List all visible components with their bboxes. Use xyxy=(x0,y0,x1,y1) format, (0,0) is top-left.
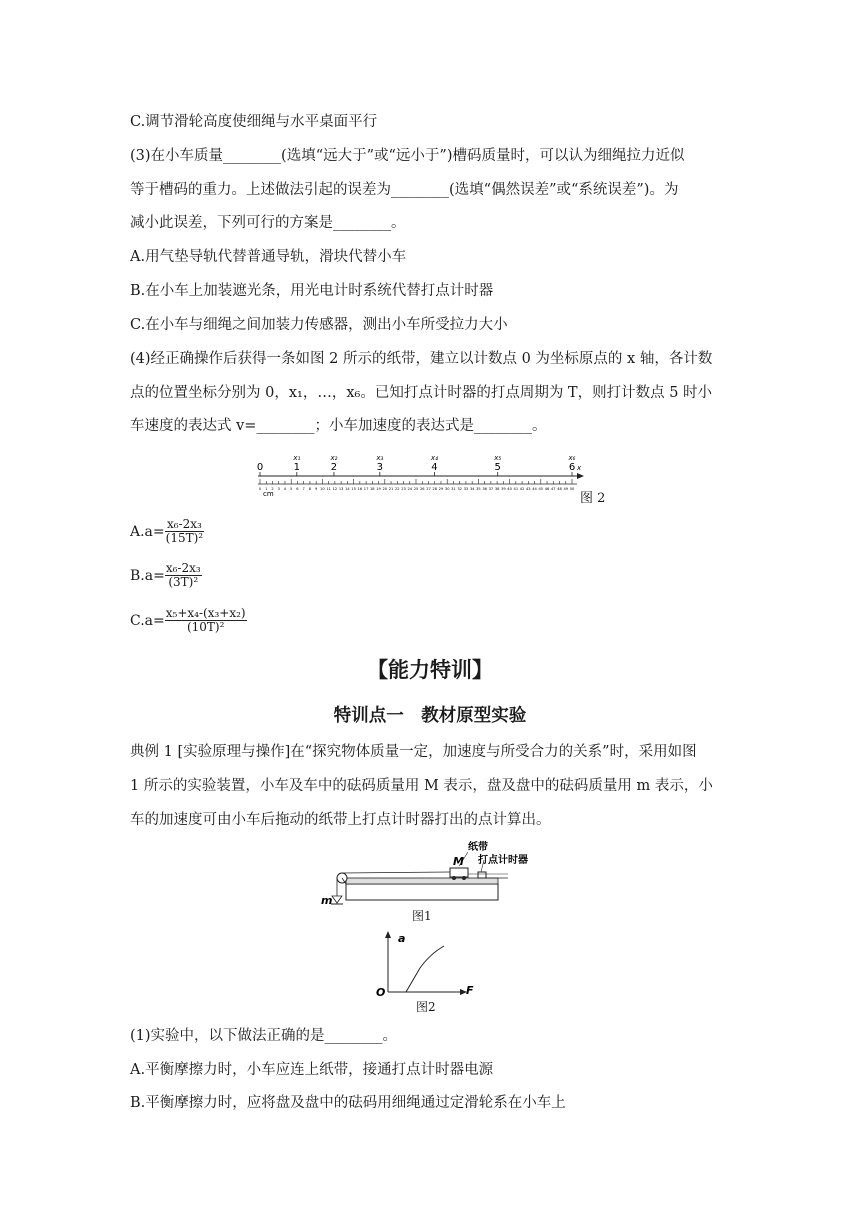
tape-ruler-number: 19 xyxy=(376,487,381,491)
question-3-line1: (3)在小车质量________(选填“远大于”或“远小于”)槽码质量时，可以认为细绳拉力近似 xyxy=(130,148,685,164)
formula-c-denominator: (10T)² xyxy=(186,620,225,634)
formula-b-numerator: x₆-2x₃ xyxy=(165,561,201,575)
question-3-line2: 等于槽码的重力。上述做法引起的误差为________(选填“偶然误差”或“系统误差”)。为 xyxy=(130,182,679,198)
question-4-line3: 车速度的表达式 v=________；小车加速度的表达式是________。 xyxy=(130,418,547,434)
example-line2: 1 所示的实验装置，小车及车中的砝码质量用 M 表示，盘及盘中的砝码质量用 m 表示，小 xyxy=(130,778,713,794)
axis-a-label: a xyxy=(398,932,406,945)
formula-option-a xyxy=(130,518,204,545)
tape-ruler-number: 24 xyxy=(407,487,413,491)
tape-axis-label: x xyxy=(577,464,582,472)
tape-ruler-number: 9 xyxy=(315,487,318,491)
option-a-text: A.用气垫导轨代替普通导轨，滑块代替小车 xyxy=(130,249,407,265)
subsection-heading: 特训点一 教材原型实验 xyxy=(333,706,527,726)
tape-ruler-number: 38 xyxy=(494,487,500,491)
formula-c-prefix: C.a= xyxy=(130,612,165,629)
tape-ruler-number: 39 xyxy=(501,487,506,491)
tape-ruler-number: 40 xyxy=(507,487,512,491)
tape-ruler-number: 8 xyxy=(308,487,312,491)
tape-ruler-number: 2 xyxy=(271,487,274,491)
option-c-sensor-text: C.在小车与细绳之间加装力传感器，测出小车所受拉力大小 xyxy=(130,317,508,333)
label-paper-tape: 纸带 xyxy=(468,842,488,853)
count-point-label: 5 xyxy=(494,462,501,473)
tape-ruler-number: 11 xyxy=(326,487,331,491)
tape-ruler-number: 43 xyxy=(526,487,531,491)
count-point-label: 4 xyxy=(431,462,438,473)
question-1-option-a: A.平衡摩擦力时，小车应连上纸带，接通打点计时器电源 xyxy=(130,1062,494,1078)
tape-ruler-number: 3 xyxy=(277,487,280,491)
tape-ruler-number: 42 xyxy=(519,487,525,491)
tape-ruler-number: 20 xyxy=(382,487,388,491)
count-point-label: 0 xyxy=(256,462,264,473)
position-label: x₃ xyxy=(376,454,384,462)
question-4-line2: 点的位置坐标分别为 0，x₁，…，x₆。已知打点计时器的打点周期为 T，则打计数点 5 时小 xyxy=(130,385,713,401)
tape-ruler-number: 45 xyxy=(538,487,544,491)
tape-ruler-number: 10 xyxy=(320,487,325,491)
question-1-text: (1)实验中，以下做法正确的是________。 xyxy=(130,1028,398,1044)
tape-caption: 图 2 xyxy=(580,491,606,506)
label-M: M xyxy=(453,855,464,868)
tape-ruler-number: 18 xyxy=(370,487,375,491)
position-label: x₄ xyxy=(430,454,438,462)
tape-ruler-number: 21 xyxy=(388,487,394,491)
tape-ruler-number: 50 xyxy=(569,487,575,491)
tape-ruler-number: 36 xyxy=(482,487,487,491)
tape-ruler-number: 13 xyxy=(338,487,344,491)
tape-ruler-number: 4 xyxy=(283,487,287,491)
tape-ruler-number: 35 xyxy=(476,487,481,491)
tape-ruler-number: 27 xyxy=(426,487,431,491)
tape-ruler-number: 41 xyxy=(513,487,519,491)
formula-a-denominator: (15T)² xyxy=(165,531,204,545)
tape-ruler-number: 23 xyxy=(401,487,406,491)
tape-ruler-number: 5 xyxy=(290,487,293,491)
tape-ruler-number: 46 xyxy=(544,487,550,491)
tape-unit: cm xyxy=(263,490,274,498)
tape-ruler-number: 14 xyxy=(345,487,350,491)
tape-ruler-number: 17 xyxy=(363,487,369,491)
position-label: x₂ xyxy=(330,454,338,462)
tape-ruler-number: 0 xyxy=(258,487,262,491)
tape-ruler-number: 29 xyxy=(438,487,444,491)
question-4-line1: (4)经正确操作后获得一条如图 2 所示的纸带，建立以计数点 0 为坐标原点的 x 轴，各计数 xyxy=(130,351,713,367)
count-point-label: 2 xyxy=(330,462,338,473)
tape-ruler-number: 7 xyxy=(302,487,305,491)
option-b-text: B.在小车上加装遮光条，用光电计时系统代替打点计时器 xyxy=(130,283,494,299)
tape-ruler-number: 22 xyxy=(394,487,400,491)
tape-ruler-number: 32 xyxy=(457,487,462,491)
position-label: x₆ xyxy=(568,454,576,462)
tape-ruler-number: 28 xyxy=(432,487,438,491)
tape-ruler-number: 1 xyxy=(265,487,268,491)
formula-a-prefix: A.a= xyxy=(130,523,165,540)
count-point-label: 3 xyxy=(376,462,383,473)
tape-ruler-number: 16 xyxy=(357,487,363,491)
example-line1: 典例 1 [实验原理与操作]在“探究物体质量一定，加速度与所受合力的关系”时，采用如图 xyxy=(130,744,697,760)
formula-b-prefix: B.a= xyxy=(130,567,165,584)
tape-ruler-number: 34 xyxy=(469,487,475,491)
tape-ruler-number: 15 xyxy=(351,487,356,491)
tape-ruler-number: 44 xyxy=(532,487,537,491)
section-heading: 【能力特训】 xyxy=(367,658,493,682)
tape-ruler-number: 25 xyxy=(413,487,419,491)
tape-ruler-number: 33 xyxy=(463,487,469,491)
question-3-line3: 减小此误差，下列可行的方案是________。 xyxy=(130,215,406,231)
position-label: x₁ xyxy=(293,454,301,462)
formula-option-b xyxy=(130,562,202,589)
formula-option-c xyxy=(130,607,247,634)
axis-f-label: F xyxy=(466,984,474,997)
paper-tape-figure xyxy=(255,450,585,498)
figure2-caption: 图2 xyxy=(416,1000,436,1014)
tape-ruler-number: 31 xyxy=(451,487,456,491)
formula-a-numerator: x₆-2x₃ xyxy=(165,518,204,532)
origin-label: O xyxy=(376,986,386,999)
option-c-text: C.调节滑轮高度使细绳与水平桌面平行 xyxy=(130,114,378,130)
formula-c-numerator: x₅+x₄-(x₃+x₂) xyxy=(165,606,246,620)
tape-ruler-number: 47 xyxy=(550,487,556,491)
tape-ruler-number: 6 xyxy=(296,487,299,491)
example-line3: 车的加速度可由小车后拖动的纸带上打点计时器打出的点计算出。 xyxy=(130,812,551,828)
tape-ruler-number: 37 xyxy=(488,487,494,491)
question-1-option-b: B.平衡摩擦力时，应将盘及盘中的砝码用细绳通过定滑轮系在小车上 xyxy=(130,1095,566,1111)
tape-ruler-number: 30 xyxy=(444,487,450,491)
tape-ruler-number: 49 xyxy=(563,487,569,491)
label-timer: 打点计时器 xyxy=(478,855,528,866)
formula-b-denominator: (3T)² xyxy=(168,575,199,589)
figure1-caption: 图1 xyxy=(412,909,432,923)
tape-ruler-number: 48 xyxy=(557,487,562,491)
a-f-graph-figure xyxy=(370,928,480,998)
tape-ruler-number: 12 xyxy=(332,487,338,491)
label-m: m xyxy=(321,894,333,907)
count-point-label: 6 xyxy=(568,462,576,473)
count-point-label: 1 xyxy=(293,462,301,473)
tape-ruler-number: 26 xyxy=(419,487,425,491)
position-label: x₅ xyxy=(494,454,502,462)
